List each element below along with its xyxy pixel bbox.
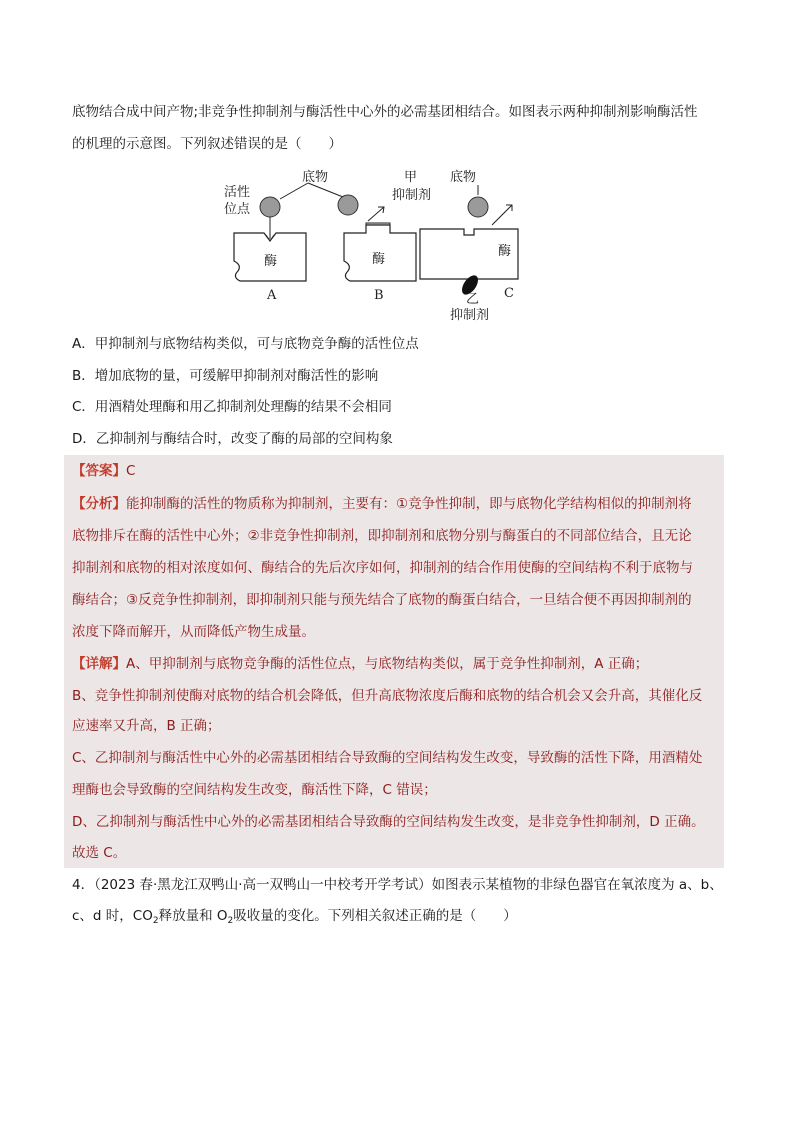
substrate-label-1: 底物 (302, 170, 329, 185)
panel-b-label: B (374, 288, 384, 303)
detail-line-6: D、乙抑制剂与酶活性中心外的必需基团相结合导致酶的空间结构发生改变，是非竞争性抑制剂，D 正确。 (72, 814, 705, 830)
inhibitor-b-label-2: 抑制剂 (450, 308, 490, 323)
inhibitor-a-label-1: 甲 (404, 170, 418, 185)
panel-a-label: A (267, 288, 277, 303)
enzyme-inhibitor-diagram (220, 163, 520, 323)
question-4-line-1: 4．（2023 春·黑龙江双鸭山·高一双鸭山一中校考开学考试）如图表示某植物的非绿色器官在氧浓度为 a、b、 (72, 877, 723, 893)
analysis-tag: 【分析】 (72, 496, 126, 512)
inhibitor-b-label-1: 乙 (466, 292, 480, 307)
inhibitor-a-label-2: 抑制剂 (392, 188, 432, 203)
detail-line-5: 理酶也会导致酶的空间结构发生改变，酶活性下降，C 错误； (72, 782, 437, 798)
panel-c (420, 169, 518, 323)
option-d: D．乙抑制剂与酶结合时，改变了酶的局部的空间构象 (72, 431, 393, 447)
detail-text-1: A、甲抑制剂与底物竞争酶的活性位点，与底物结构类似，属于竞争性抑制剂，A 正确； (126, 656, 649, 672)
detail-line-7: 故选 C。 (72, 845, 127, 861)
enzyme-label-b: 酶 (372, 252, 386, 267)
substrate-circle-a (260, 197, 280, 217)
analysis-line-5: 浓度下降而解开，从而降低产物生成量。 (72, 624, 315, 640)
active-site-label-2: 位点 (224, 202, 251, 217)
intro-line-1: 底物结合成中间产物;非竞争性抑制剂与酶活性中心外的必需基团相结合。如图表示两种抑制剂影响酶活性 (72, 104, 698, 120)
substrate-circle-b (338, 195, 358, 215)
substrate-circle-c (468, 197, 488, 217)
option-c: C．用酒精处理酶和用乙抑制剂处理酶的结果不会相同 (72, 399, 392, 415)
detail-line-4: C、乙抑制剂与酶活性中心外的必需基团相结合导致酶的空间结构发生改变，导致酶的活性下降，用酒精处 (72, 750, 703, 766)
active-site-label-1: 活性 (224, 185, 251, 200)
option-b: B．增加底物的量，可缓解甲抑制剂对酶活性的影响 (72, 368, 379, 384)
repel-arrow-c (492, 205, 512, 225)
analysis-line-1 (72, 494, 692, 514)
detail-line-3: 应速率又升高，B 正确； (72, 718, 221, 734)
panel-a (224, 169, 348, 303)
answer-line (72, 461, 135, 481)
question-4-line-2: c、d 时，$CO_2$释放量和 $O_2$吸收量的变化。下列相关叙述正确的是（ ） (72, 908, 517, 926)
detail-line-2: B、竞争性抑制剂使酶对底物的结合机会降低，但升高底物浓度后酶和底物的结合机会又会升高，其催化反 (72, 688, 703, 704)
analysis-text-1: 能抑制酶的活性的物质称为抑制剂，主要有：①竞争性抑制，即与底物化学结构相似的抑制剂将 (126, 496, 692, 512)
analysis-line-3: 抑制剂和底物的相对浓度如何、酶结合的先后次序如何，抑制剂的结合作用使酶的空间结构不利于底物与 (72, 560, 693, 576)
analysis-line-2: 底物排斥在酶的活性中心外；②非竞争性抑制剂，即抑制剂和底物分别与酶蛋白的不同部位结合，且无论 (72, 528, 692, 544)
panel-b (338, 170, 431, 303)
repel-arrow-b (368, 207, 384, 221)
substrate-label-2: 底物 (450, 170, 477, 185)
detail-tag: 【详解】 (72, 656, 126, 672)
answer-tag: 【答案】 (72, 463, 126, 479)
panel-c-label: C (504, 286, 514, 301)
enzyme-label-c: 酶 (498, 244, 512, 259)
substrate-pointer-1 (280, 183, 308, 199)
detail-line-1 (72, 654, 648, 674)
option-a: A．甲抑制剂与底物结构类似，可与底物竞争酶的活性位点 (72, 336, 419, 352)
analysis-line-4: 酶结合；③反竞争性抑制剂，即抑制剂只能与预先结合了底物的酶蛋白结合，一旦结合便不再因抑制剂的 (72, 592, 692, 608)
answer-value: C (126, 463, 136, 479)
enzyme-label-a: 酶 (264, 254, 278, 269)
intro-line-2: 的机理的示意图。下列叙述错误的是（ ） (72, 136, 342, 152)
